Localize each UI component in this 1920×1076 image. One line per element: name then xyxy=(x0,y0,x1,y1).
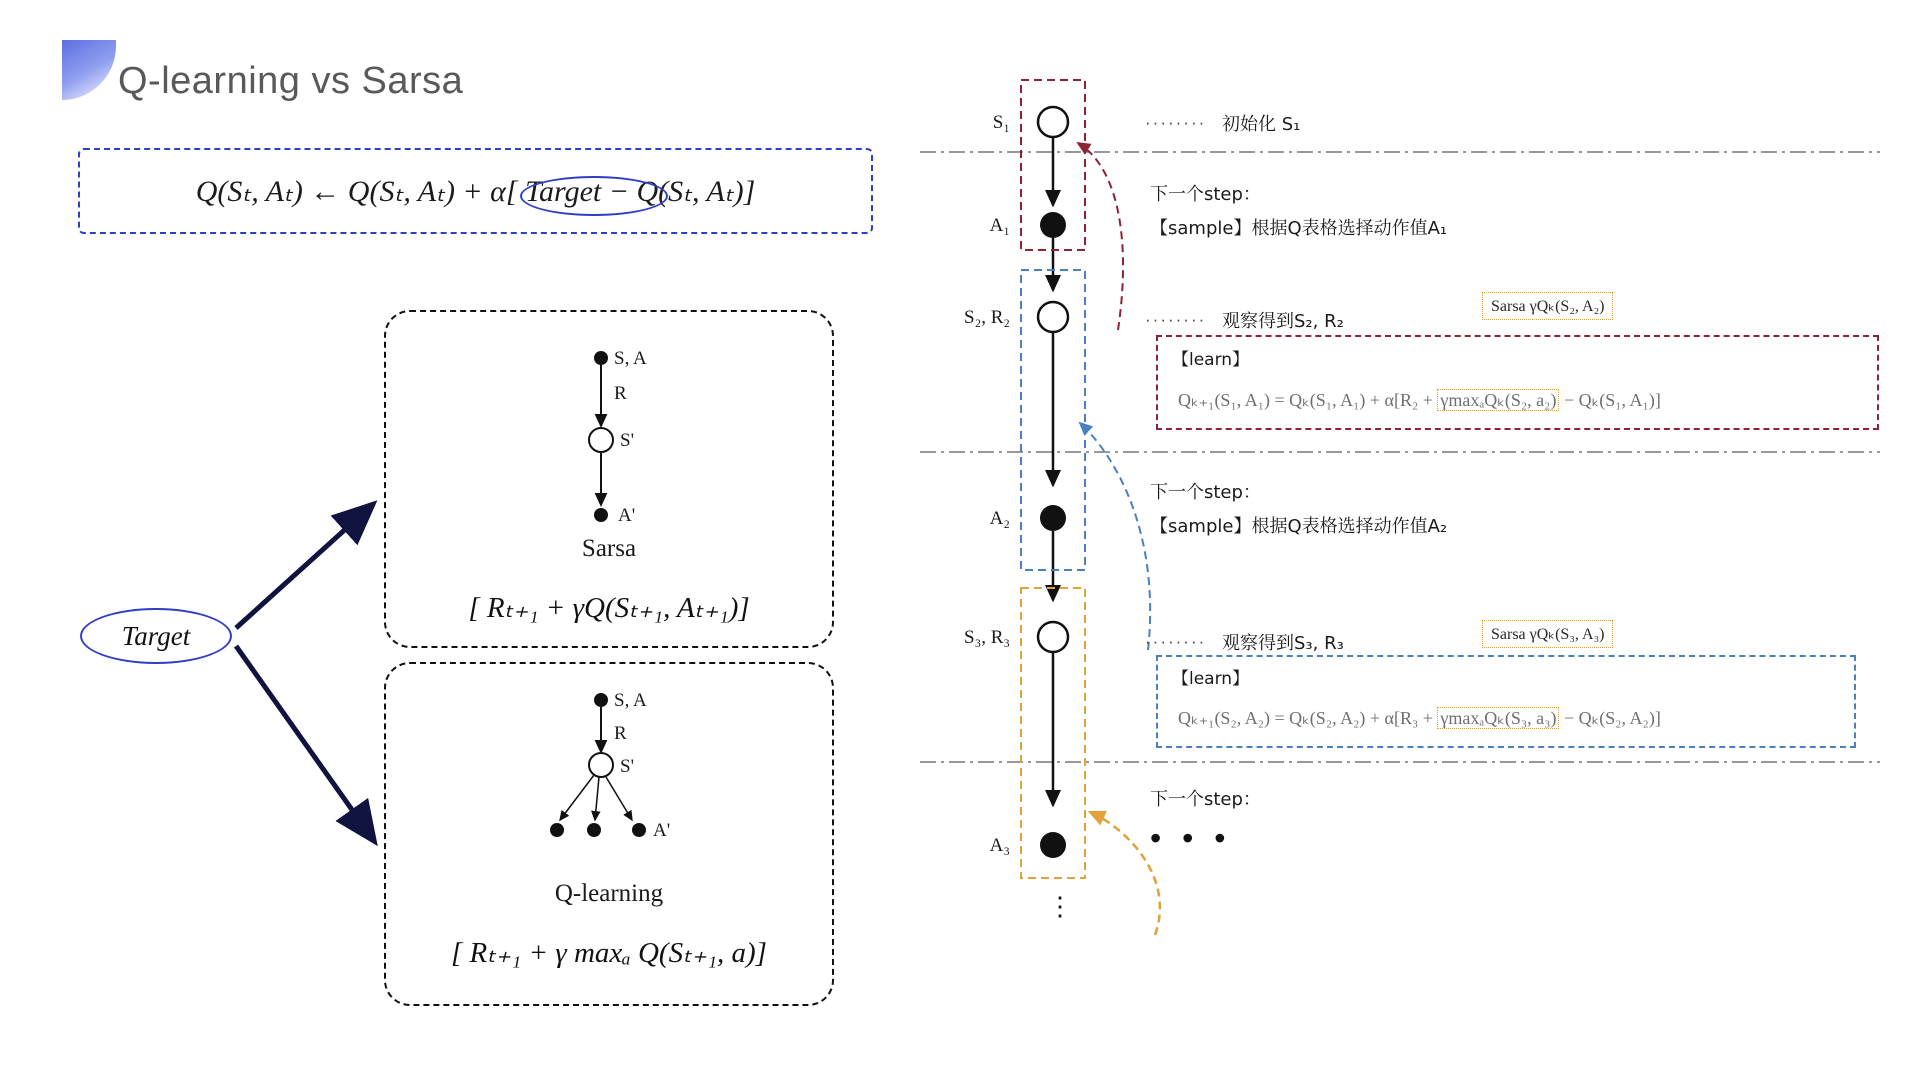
observe2-lead-dots: ········ xyxy=(1145,310,1207,329)
panel-sarsa-formula: [ Rₜ₊₁ + γQ(Sₜ₊₁, Aₜ₊₁)] xyxy=(468,592,750,624)
timeline-label-s2r2: S₂, R₂ xyxy=(964,307,1010,328)
q-label-r: R xyxy=(614,723,627,744)
timeline-vertical-ellipsis: ⋮ xyxy=(1047,891,1073,921)
learn2-formula xyxy=(1178,708,1661,729)
timeline-label-a1: A₁ xyxy=(989,215,1010,236)
q-label-sprime: S' xyxy=(620,756,634,777)
learn2-box xyxy=(1156,655,1856,748)
timeline-label-s1: S₁ xyxy=(992,112,1010,133)
learn2-formula-pre: Qₖ₊₁(S₂, A₂) = Qₖ(S₂, A₂) + α[R₃ + xyxy=(1178,708,1438,728)
observe3-lead-dots: ········ xyxy=(1145,632,1207,651)
learn1-formula-highlight: γmaxₐQₖ(S₂, a₂) xyxy=(1437,389,1559,411)
target-node: Target xyxy=(80,608,232,664)
update-rule-formula: Q(Sₜ, Aₜ) ← Q(Sₜ, Aₜ) + α[ Target − Q(Sₜ, Aₜ)] xyxy=(195,174,756,208)
init-text: 初始化 S₁ xyxy=(1222,114,1301,135)
timeline-label-s3r3: S₃, R₃ xyxy=(964,627,1010,648)
learn2-formula-highlight: γmaxₐQₖ(S₃, a₃) xyxy=(1437,707,1559,729)
sarsa-label-r: R xyxy=(614,383,627,404)
observe2-text: 观察得到S₂, R₂ xyxy=(1222,311,1344,332)
learn1-formula-post: − Qₖ(S₁, A₁)] xyxy=(1559,390,1661,410)
q-label-aprime: A' xyxy=(653,820,671,841)
learn1-formula-pre: Qₖ₊₁(S₁, A₁) = Qₖ(S₁, A₁) + α[R₂ + xyxy=(1178,390,1438,410)
sarsa-tag-step2: Sarsa γQₖ(S₂, A₂) xyxy=(1482,292,1613,320)
panel-q-caption: Q-learning xyxy=(554,880,664,907)
step3-title: 下一个step： xyxy=(1150,789,1261,810)
learn1-title: 【learn】 xyxy=(1172,350,1250,370)
step1-title: 下一个step： xyxy=(1150,184,1261,205)
step2-title: 下一个step： xyxy=(1150,482,1261,503)
learn2-title: 【learn】 xyxy=(1172,669,1250,689)
step3-ellipsis: • • • xyxy=(1150,820,1232,856)
sarsa-label-aprime: A' xyxy=(618,505,636,526)
learn2-formula-post: − Qₖ(S₂, A₂)] xyxy=(1559,708,1661,728)
learn1-formula xyxy=(1178,390,1661,411)
sarsa-tag-step3: Sarsa γQₖ(S₃, A₃) xyxy=(1482,620,1613,648)
panel-q-formula: [ Rₜ₊₁ + γ maxₐ Q(Sₜ₊₁, a)] xyxy=(451,937,767,969)
sarsa-label-sa: S, A xyxy=(614,348,647,369)
page-title: Q-learning vs Sarsa xyxy=(118,60,464,102)
step2-sample-text: 【sample】根据Q表格选择动作值A₂ xyxy=(1150,516,1448,537)
init-lead-dots: ········ xyxy=(1145,113,1207,132)
learn1-box xyxy=(1156,335,1879,430)
sarsa-label-sprime: S' xyxy=(620,430,634,451)
timeline-label-a3: A₃ xyxy=(989,835,1010,856)
panel-sarsa-caption: Sarsa xyxy=(581,535,637,562)
q-label-sa: S, A xyxy=(614,690,647,711)
timeline-label-a2: A₂ xyxy=(989,508,1010,529)
step1-sample-text: 【sample】根据Q表格选择动作值A₁ xyxy=(1150,218,1448,239)
observe3-text: 观察得到S₃, R₃ xyxy=(1222,633,1344,654)
